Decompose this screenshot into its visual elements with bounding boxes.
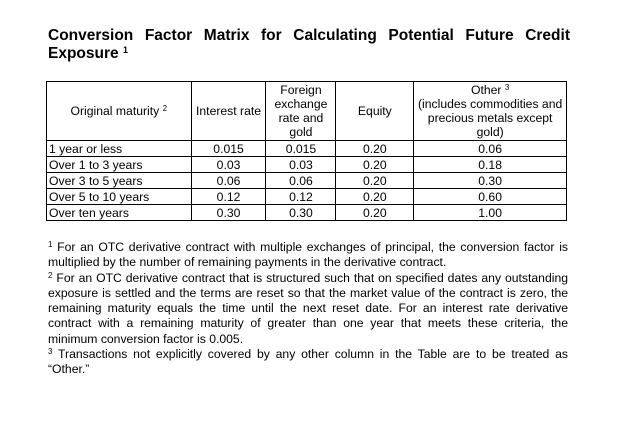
cell-other: 1.00 <box>414 205 567 221</box>
footnote-mark: 2 <box>48 270 53 280</box>
header-footnote-mark: 3 <box>504 83 510 92</box>
cell-interest-rate: 0.30 <box>191 205 266 221</box>
cell-fx-gold: 0.12 <box>266 189 336 205</box>
footnote <box>48 271 568 347</box>
cell-equity: 0.20 <box>336 141 414 157</box>
cell-maturity: 1 year or less <box>47 141 192 157</box>
header-foreign-exchange: Foreign exchange rate and gold <box>266 82 336 141</box>
cell-fx-gold: 0.30 <box>266 205 336 221</box>
header-equity: Equity <box>336 82 414 141</box>
cell-equity: 0.20 <box>336 205 414 221</box>
cell-other: 0.60 <box>414 189 567 205</box>
cell-maturity: Over ten years <box>47 205 192 221</box>
table-row <box>47 173 567 189</box>
title-text: Conversion Factor Matrix for Calculating Potential Future Credit Exposure <box>48 27 570 62</box>
header-footnote-mark: 2 <box>162 104 168 113</box>
footnote-mark: 1 <box>48 240 53 249</box>
header-other-subtext: (includes commodities and precious metals except gold) <box>417 97 563 139</box>
footnote <box>48 347 568 378</box>
cell-fx-gold: 0.03 <box>266 157 336 173</box>
footnotes <box>48 240 568 378</box>
conversion-factor-table <box>46 81 567 221</box>
cell-interest-rate: 0.03 <box>191 157 266 173</box>
footnote <box>48 240 568 271</box>
header-other: Other $^3$ (includes commodities and precious metals except gold) <box>414 82 567 141</box>
table-row <box>47 189 567 205</box>
cell-maturity: Over 3 to 5 years <box>47 173 192 189</box>
footnote-text: For an OTC derivative contract with multiple exchanges of principal, the conversion factor is multiplied by the number of remaining payments in the derivative contract. <box>48 240 568 270</box>
title-footnote-mark: 1 <box>122 45 128 55</box>
cell-equity: 0.20 <box>336 189 414 205</box>
table-row <box>47 141 567 157</box>
cell-interest-rate: 0.06 <box>191 173 266 189</box>
table-row <box>47 157 567 173</box>
cell-interest-rate: 0.12 <box>191 189 266 205</box>
cell-equity: 0.20 <box>336 173 414 189</box>
cell-fx-gold: 0.015 <box>266 141 336 157</box>
cell-other: 0.30 <box>414 173 567 189</box>
cell-other: 0.06 <box>414 141 567 157</box>
cell-maturity: Over 5 to 10 years <box>47 189 192 205</box>
header-interest-rate: Interest rate <box>191 82 266 141</box>
page-title <box>48 27 570 63</box>
header-original-maturity: Original maturity $^2$ <box>47 82 192 141</box>
cell-other: 0.18 <box>414 157 567 173</box>
cell-fx-gold: 0.06 <box>266 173 336 189</box>
table-header-row <box>47 82 567 141</box>
cell-equity: 0.20 <box>336 157 414 173</box>
footnote-mark: 3 <box>48 347 53 357</box>
cell-interest-rate: 0.015 <box>191 141 266 157</box>
cell-maturity: Over 1 to 3 years <box>47 157 192 173</box>
footnote-text: Transactions not explicitly covered by any other column in the Table are to be treated as “Other.” <box>48 347 568 377</box>
table-row <box>47 205 567 221</box>
footnote-text: For an OTC derivative contract that is structured such that on specified dates any outstanding exposure is settled and the terms are reset so that the market value of the contract is zero, the remaining maturity equals the time until the next reset date. For an interest rate derivative contract with a remaining maturity of greater than one year that meets these criteria, the minimum conversion factor is 0.005. <box>48 270 569 346</box>
